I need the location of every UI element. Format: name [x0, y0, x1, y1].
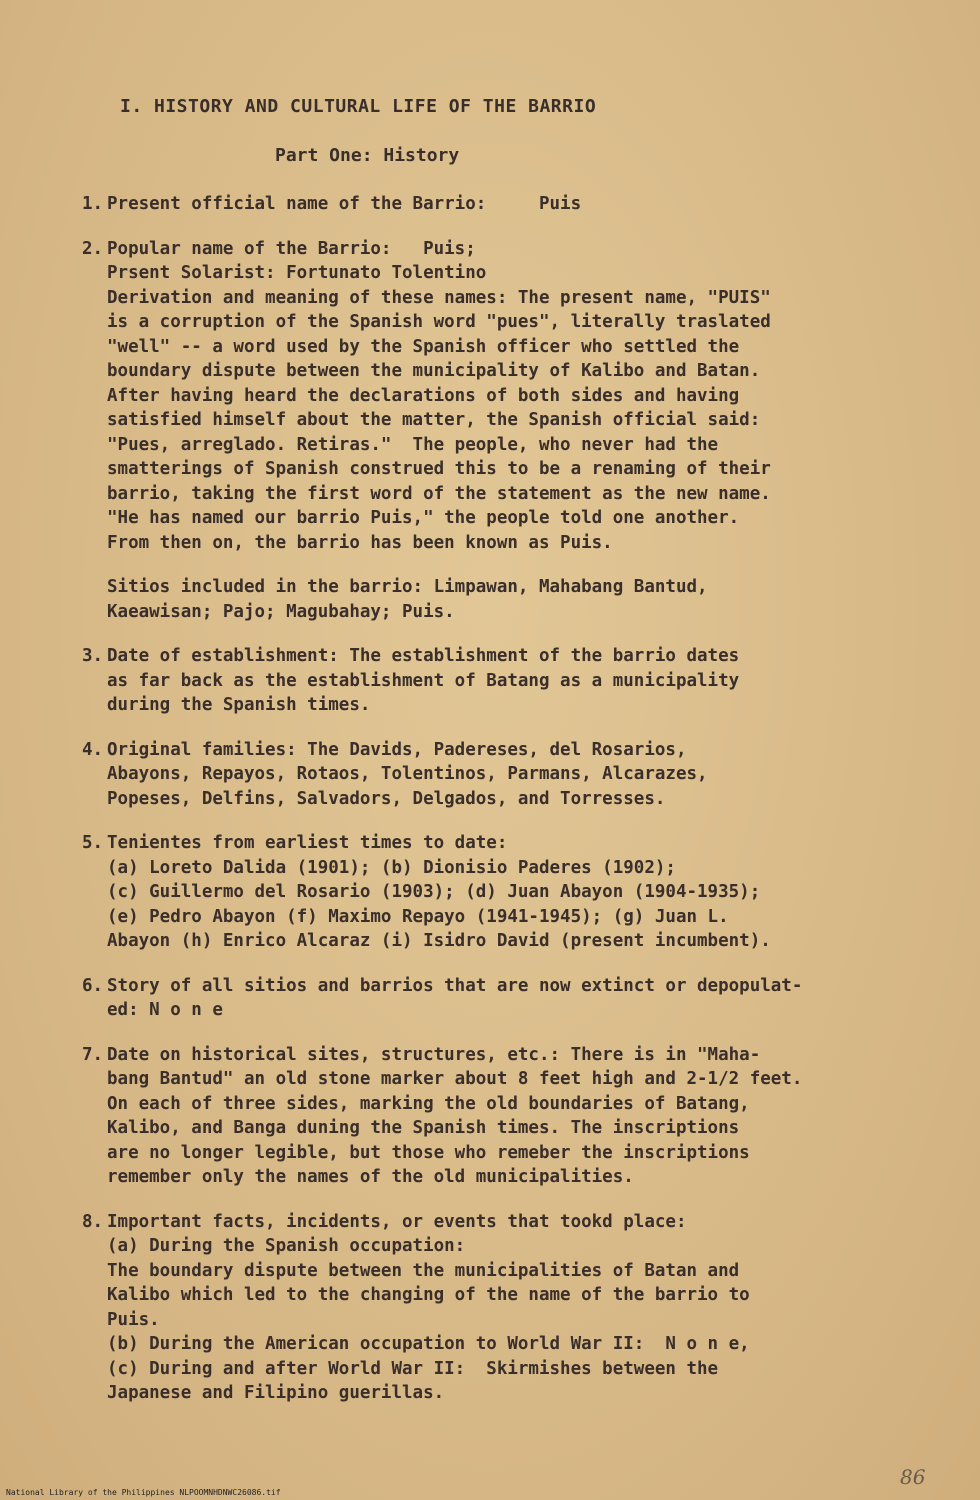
item-line: Abayon (h) Enrico Alcaraz (i) Isidro David (present incumbent).	[107, 931, 771, 951]
item-line: are no longer legible, but those who remeber the inscriptions	[107, 1142, 750, 1163]
item-line: Original families: The Davids, Padereses, del Rosarios,	[107, 739, 687, 760]
item-number: 7.	[82, 1044, 104, 1065]
item-line: satisfied himself about the matter, the Spanish official said:	[107, 410, 761, 430]
item-line: (c) During and after World War II: Skirmishes between the	[107, 1358, 719, 1379]
item-line: during the Spanish times.	[107, 695, 371, 715]
item-number: 4.	[82, 739, 104, 760]
list-item	[82, 644, 932, 718]
spacer	[107, 555, 932, 575]
item-line: as far back as the establishment of Batang as a municipality	[107, 670, 740, 691]
item-line: ed: N o n e	[107, 1000, 223, 1020]
list-item	[82, 974, 932, 1023]
item-line: Important facts, incidents, or events that tookd place:	[107, 1211, 687, 1232]
item-line: "Pues, arreglado. Retiras." The people, who never had the	[107, 434, 719, 455]
item-line: smatterings of Spanish construed this to be a renaming of their	[107, 459, 771, 479]
item-line: (a) Loreto Dalida (1901); (b) Dionisio Paderes (1902);	[107, 857, 676, 878]
list-item	[82, 237, 932, 625]
archive-footer: National Library of the Philippines NLPOOMNHDNWC26086.tif	[6, 1488, 281, 1497]
item-line: bang Bantud" an old stone marker about 8 feet high and 2-1/2 feet.	[107, 1069, 803, 1089]
item-number: 2.	[82, 238, 104, 259]
item-line: boundary dispute between the municipality of Kalibo and Batan.	[107, 361, 761, 381]
list-item	[82, 1043, 932, 1190]
page-number: 86	[900, 1465, 926, 1489]
item-line: Date on historical sites, structures, etc.: There is in "Maha-	[107, 1044, 761, 1065]
item-line: From then on, the barrio has been known as Puis.	[107, 532, 613, 553]
item-line: remember only the names of the old municipalities.	[107, 1167, 634, 1187]
item-line: Kaeawisan; Pajo; Magubahay; Puis.	[107, 601, 455, 622]
item-line: Popeses, Delfins, Salvadors, Delgados, and Torresses.	[107, 788, 666, 809]
list-item	[82, 831, 932, 954]
item-line: On each of three sides, marking the old boundaries of Batang,	[107, 1093, 750, 1114]
item-line: Kalibo, and Banga duning the Spanish times. The inscriptions	[107, 1118, 740, 1138]
item-line: Abayons, Repayos, Rotaos, Tolentinos, Parmans, Alcarazes,	[107, 764, 708, 784]
item-line: (a) During the Spanish occupation:	[107, 1236, 466, 1256]
document-title: I. HISTORY AND CULTURAL LIFE OF THE BARRIO	[120, 96, 597, 117]
item-line: (e) Pedro Abayon (f) Maximo Repayo (1941-1945); (g) Juan L.	[107, 906, 729, 927]
item-line: Story of all sitios and barrios that are now extinct or depopulat-	[107, 975, 803, 996]
item-line: Present official name of the Barrio: Puis	[107, 194, 582, 214]
item-line: Derivation and meaning of these names: The present name, "PUIS"	[107, 287, 771, 308]
item-line: Japanese and Filipino guerillas.	[107, 1383, 445, 1403]
item-number: 1.	[82, 194, 104, 214]
item-number: 5.	[82, 833, 104, 853]
item-line: Date of establishment: The establishment of the barrio dates	[107, 646, 740, 666]
item-line: Popular name of the Barrio: Puis;	[107, 238, 476, 259]
item-line: "well" -- a word used by the Spanish officer who settled the	[107, 336, 740, 357]
item-line: Prsent Solarist: Fortunato Tolentino	[107, 263, 487, 283]
item-line: After having heard the declarations of both sides and having	[107, 385, 740, 406]
item-line: Puis.	[107, 1309, 160, 1330]
item-number: 3.	[82, 646, 104, 666]
document-body	[82, 192, 932, 1426]
list-item	[82, 192, 932, 217]
item-line: Kalibo which led to the changing of the name of the barrio to	[107, 1285, 750, 1305]
item-line: Sitios included in the barrio: Limpawan, Mahabang Bantud,	[107, 577, 708, 597]
item-line: (b) During the American occupation to World War II: N o n e,	[107, 1334, 750, 1354]
item-line: "He has named our barrio Puis," the people told one another.	[107, 508, 740, 528]
item-line: The boundary dispute between the municipalities of Batan and	[107, 1260, 740, 1281]
list-item	[82, 738, 932, 812]
item-line: Tenientes from earliest times to date:	[107, 833, 508, 853]
document-subtitle: Part One: History	[275, 145, 460, 166]
list-item	[82, 1210, 932, 1406]
item-line: (c) Guillermo del Rosario (1903); (d) Juan Abayon (1904-1935);	[107, 882, 761, 902]
item-line: barrio, taking the first word of the statement as the new name.	[107, 483, 771, 504]
item-line: is a corruption of the Spanish word "pues", literally traslated	[107, 312, 771, 332]
item-number: 8.	[82, 1211, 104, 1232]
item-number: 6.	[82, 975, 104, 996]
